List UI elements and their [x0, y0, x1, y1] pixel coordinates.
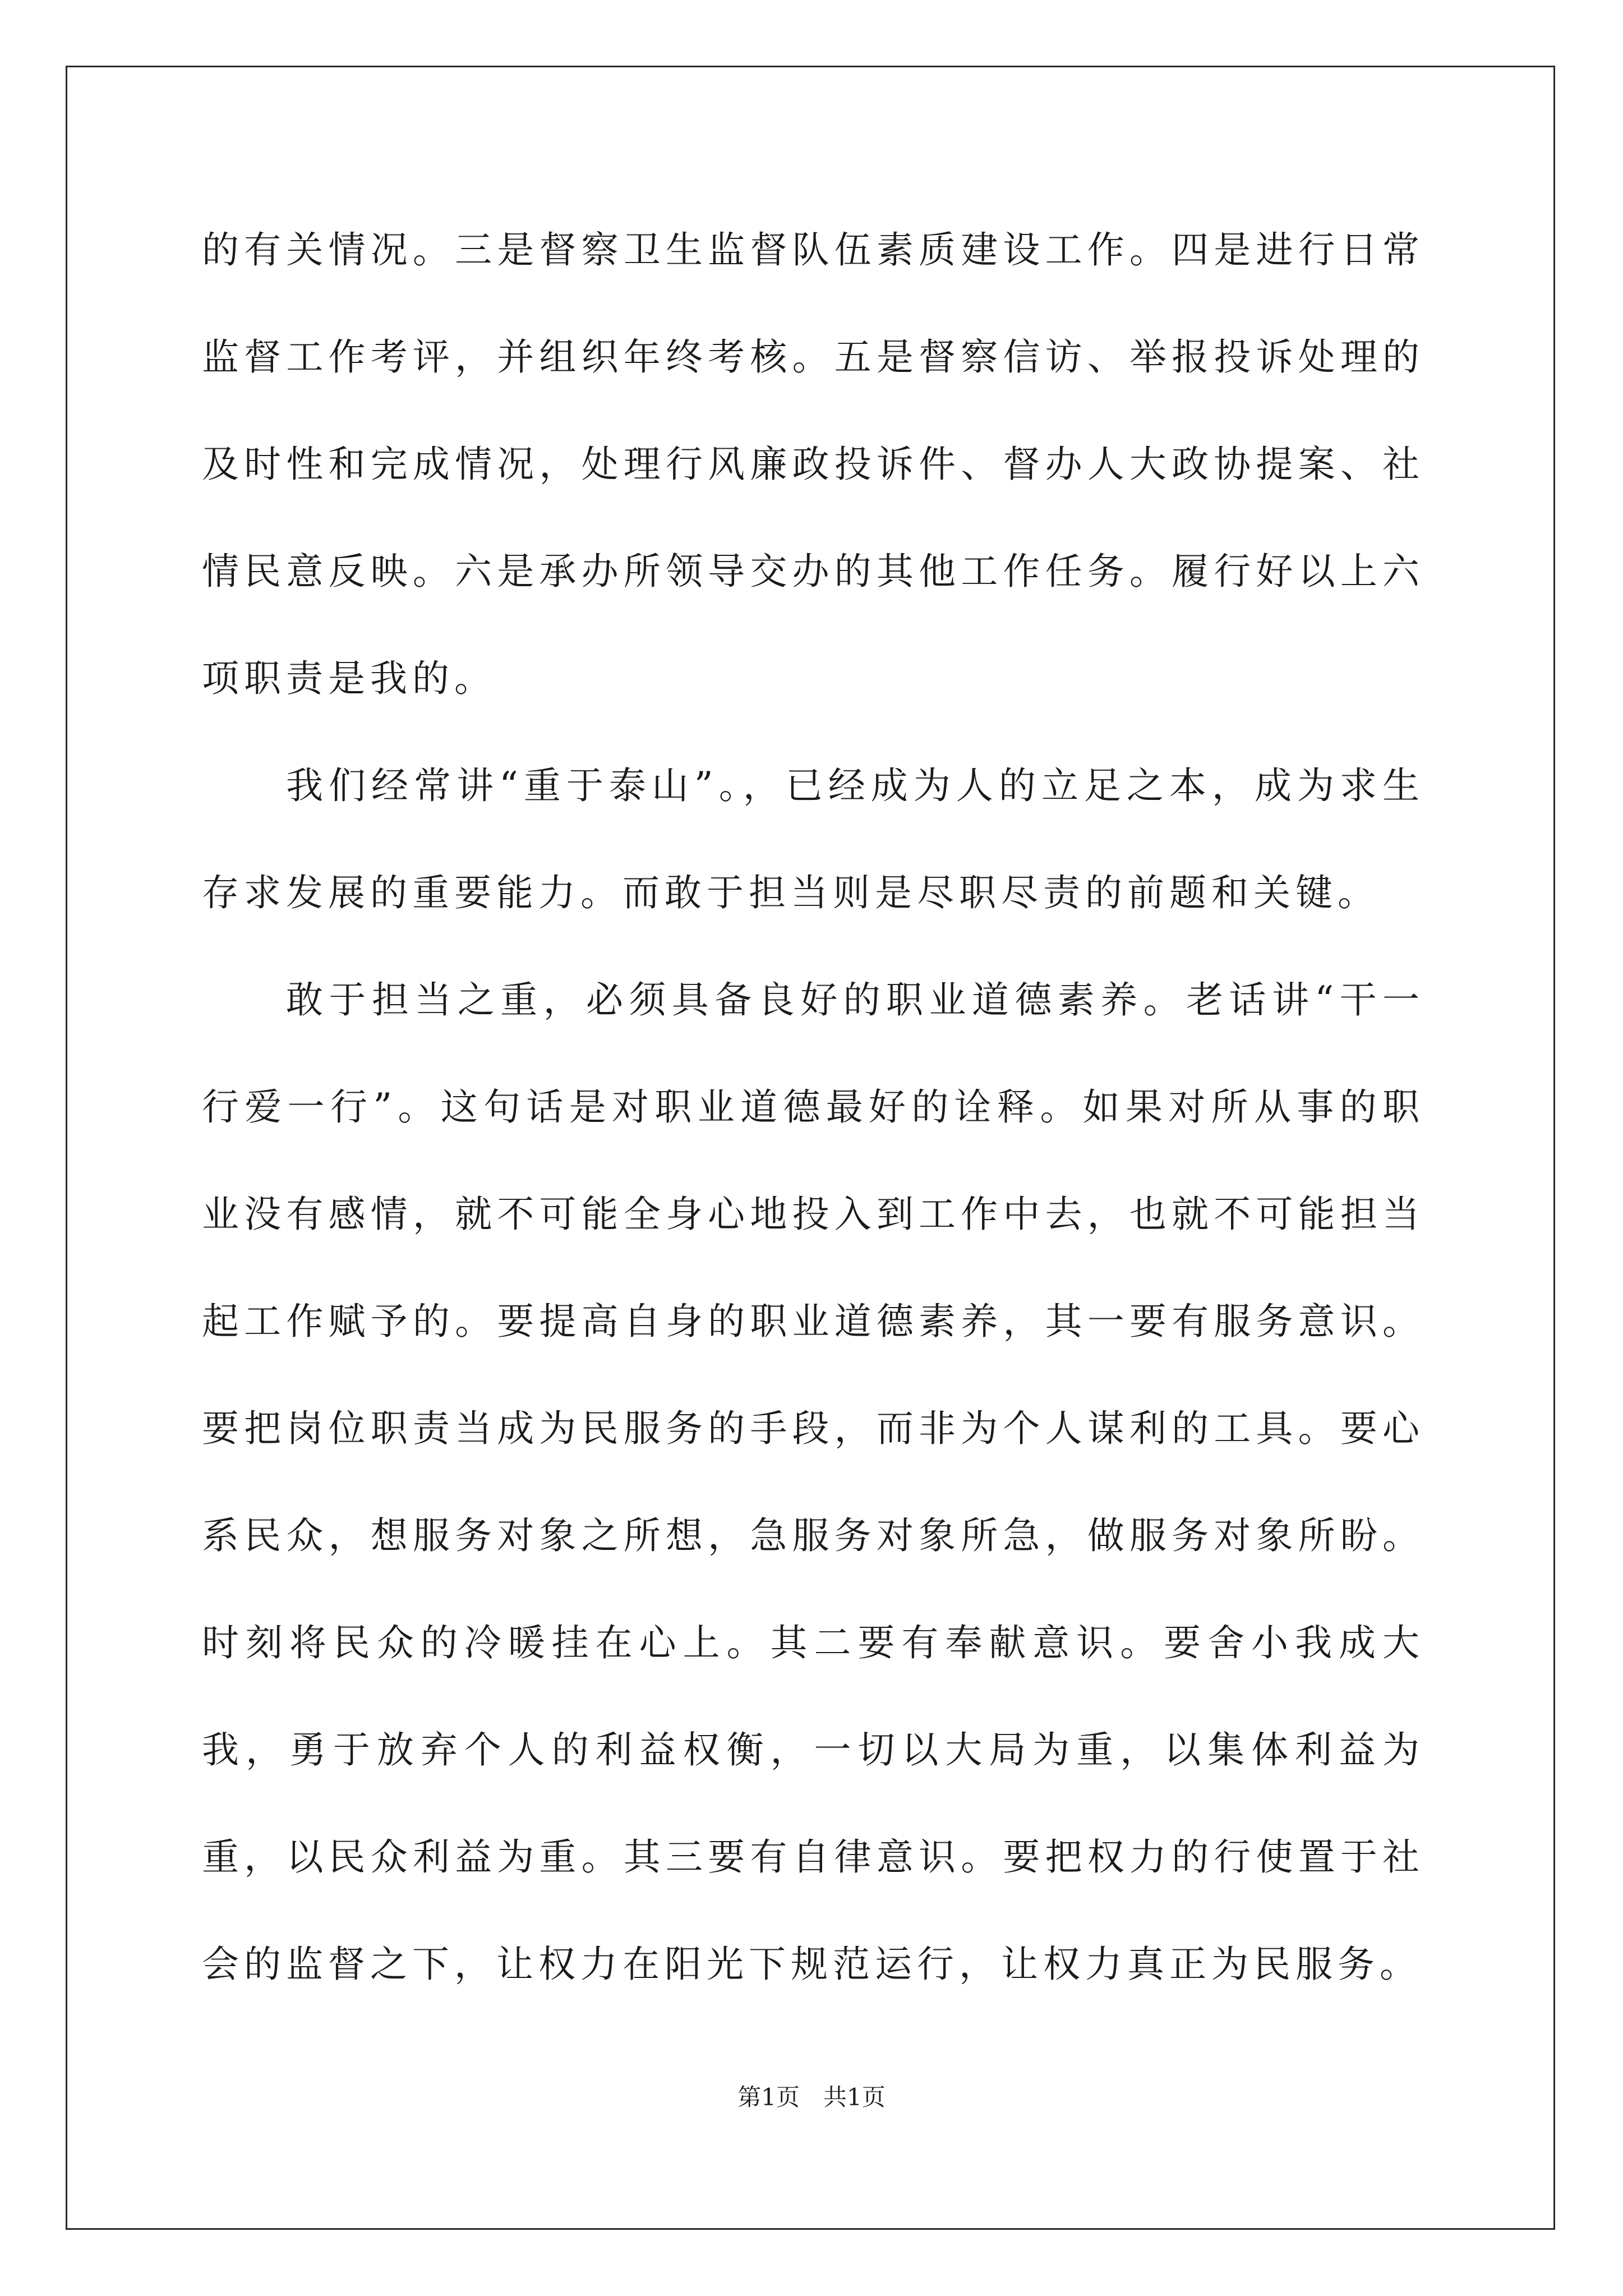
page-footer: 第1页 共1页	[737, 2083, 886, 2111]
paragraph-1: 的有关情况。三是督察卫生监督队伍素质建设工作。四是进行日常监督工作考评，并组织年终考核。五是督察信访、举报投诉处理的及时性和完成情况，处理行风廉政投诉件、督办人大政协提案、社情民意反映。六是承办所领导交办的其他工作任务。履行好以上六项职责是我的。	[202, 228, 1424, 700]
paragraph-2: 我们经常讲“重于泰山”。，已经成为人的立足之本，成为求生存求发展的重要能力。而敢于担当则是尽职尽责的前题和关键。	[202, 764, 1424, 914]
document-body	[202, 196, 1424, 2018]
paragraph-3: 敢于担当之重，必须具备良好的职业道德素养。老话讲“干一行爱一行”。这句话是对职业道德最好的诠释。如果对所从事的职业没有感情，就不可能全身心地投入到工作中去，也就不可能担当起工作赋予的。要提高自身的职业道德素养，其一要有服务意识。要把岗位职责当成为民服务的手段，而非为个人谋利的工具。要心系民众，想服务对象之所想，急服务对象所急，做服务对象所盼。时刻将民众的冷暖挂在心上。其二要有奉献意识。要舍小我成大我，勇于放弃个人的利益权衡，一切以大局为重，以集体利益为重，以民众利益为重。其三要有自律意识。要把权力的行使置于社会的监督之下，让权力在阳光下规范运行，让权力真正为民服务。	[202, 978, 1424, 1986]
